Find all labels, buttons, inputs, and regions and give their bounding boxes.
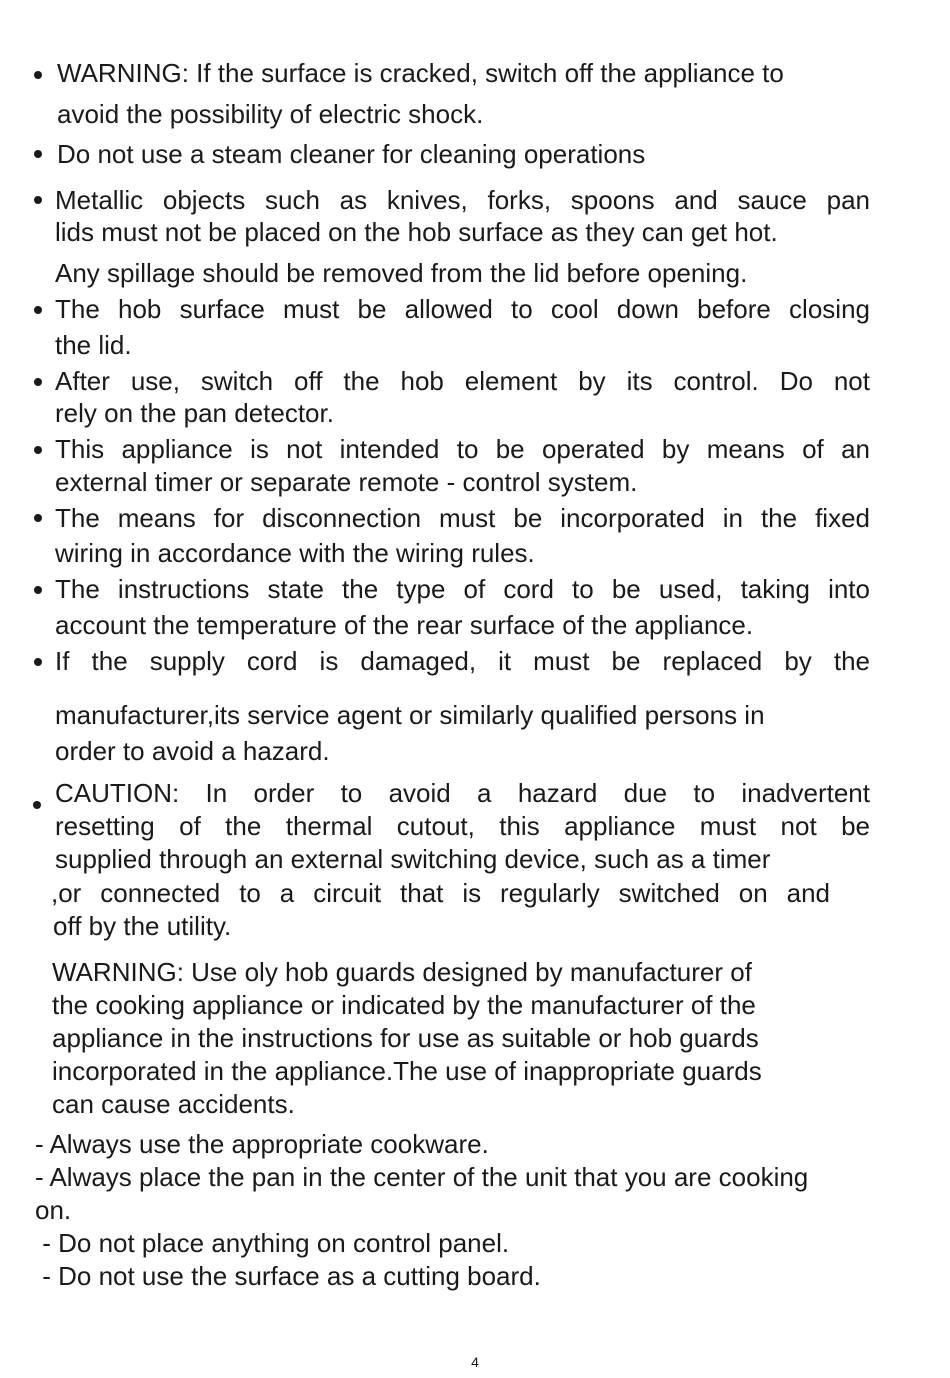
page-number: 4 [471, 1354, 479, 1370]
bullet-4-line-1: The hob surface must be allowed to cool down before closing [55, 294, 870, 324]
bullet-5-line-1: After use, switch off the hob element by its control. Do not [55, 366, 870, 396]
dash-item-line-5: - Do not use the surface as a cutting board. [35, 1261, 541, 1291]
warning-line-5: can cause accidents. [52, 1089, 295, 1119]
bullet-1-line-2: avoid the possibility of electric shock. [57, 99, 484, 129]
bullet-2-line-1: Do not use a steam cleaner for cleaning operations [57, 139, 646, 169]
caution-line-2: resetting of the thermal cutout, this appliance must not be [55, 811, 870, 841]
bullet-9-line-3: order to avoid a hazard. [55, 736, 330, 766]
caution-line-3: supplied through an external switching device, such as a timer [55, 844, 771, 874]
dash-item-line-1: - Always use the appropriate cookware. [35, 1129, 489, 1159]
dash-item-line-3: on. [35, 1195, 72, 1225]
bullet-dot [34, 378, 42, 386]
warning-line-3: appliance in the instructions for use as suitable or hob guards [52, 1023, 759, 1053]
bullet-9-line-2: manufacturer,its service agent or similarly qualified persons in [55, 700, 765, 730]
bullet-3-line-2: lids must not be placed on the hob surface as they can get hot. [55, 217, 778, 247]
bullet-1-line-1: WARNING: If the surface is cracked, switch off the appliance to [57, 58, 784, 88]
bullet-dot [34, 71, 42, 79]
bullet-6-line-1: This appliance is not intended to be operated by means of an [55, 434, 870, 464]
bullet-5-line-2: rely on the pan detector. [55, 398, 334, 428]
caution-line-4: ,or connected to a circuit that is regularly switched on and [51, 878, 830, 908]
bullet-8-line-1: The instructions state the type of cord to be used, taking into [55, 574, 870, 604]
bullet-3-line-1: Metallic objects such as knives, forks, spoons and sauce pan [55, 185, 870, 215]
bullet-7-line-2: wiring in accordance with the wiring rules. [55, 538, 535, 568]
bullet-dot [34, 658, 42, 666]
bullet-dot [34, 446, 42, 454]
bullet-4-line-2: the lid. [55, 330, 132, 360]
warning-line-1: WARNING: Use oly hob guards designed by manufacturer of [52, 957, 752, 987]
caution-line-5: off by the utility. [53, 911, 232, 941]
warning-line-4: incorporated in the appliance.The use of inappropriate guards [52, 1056, 762, 1086]
caution-line-1: CAUTION: In order to avoid a hazard due to inadvertent [55, 778, 870, 808]
bullet-dot [34, 150, 42, 158]
bullet-dot [34, 586, 42, 594]
bullet-dot [34, 196, 42, 204]
bullet-dot [34, 514, 42, 522]
bullet-dot [34, 306, 42, 314]
bullet-3-line-3: Any spillage should be removed from the lid before opening. [55, 258, 748, 288]
bullet-6-line-2: external timer or separate remote - control system. [55, 467, 638, 497]
dash-item-line-2: - Always place the pan in the center of the unit that you are cooking [35, 1162, 809, 1192]
warning-line-2: the cooking appliance or indicated by the manufacturer of the [52, 990, 756, 1020]
bullet-8-line-2: account the temperature of the rear surface of the appliance. [55, 610, 754, 640]
bullet-7-line-1: The means for disconnection must be incorporated in the fixed [55, 503, 870, 533]
bullet-9-line-1: If the supply cord is damaged, it must be replaced by the [55, 646, 870, 676]
bullet-dot [33, 801, 41, 809]
dash-item-line-4: - Do not place anything on control panel. [35, 1228, 510, 1258]
